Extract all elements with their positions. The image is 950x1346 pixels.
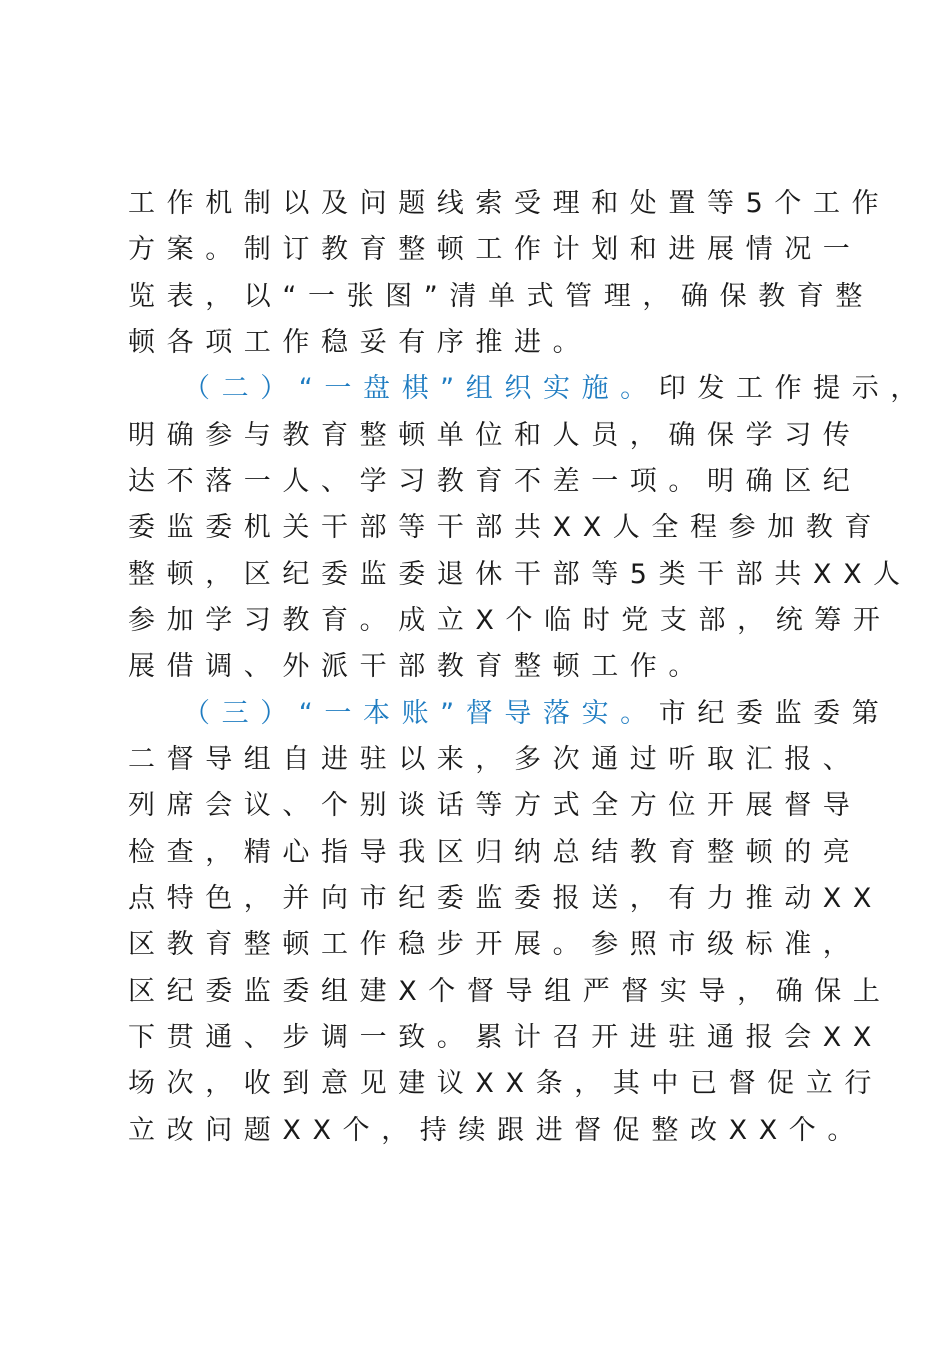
body-line: 明确参与教育整顿单位和人员，确保学习传 — [128, 420, 862, 451]
body-line: 区教育整顿工作稳步开展。参照市级标准， — [128, 929, 862, 960]
section-2-heading: （二）“一盘棋”组织实施。 — [183, 373, 659, 404]
body-line: 委监委机关干部等干部共XX人全程参加教育 — [128, 512, 883, 543]
body-line: 览表，以“一张图”清单式管理，确保教育整 — [128, 281, 874, 312]
body-line: 场次，收到意见建议XX条，其中已督促立行 — [128, 1068, 883, 1099]
section-3-heading: （三）“一本账”督导落实。 — [183, 698, 659, 729]
body-line: 参加学习教育。成立X个临时党支部，统筹开 — [128, 605, 892, 636]
body-line: 下贯通、步调一致。累计召开进驻通报会XX — [128, 1022, 883, 1053]
body-line: 检查，精心指导我区归纳总结教育整顿的亮 — [128, 837, 862, 868]
body-line: 列席会议、个别谈话等方式全方位开展督导 — [128, 790, 862, 821]
body-line: 展借调、外派干部教育整顿工作。 — [128, 651, 707, 682]
body-line: 点特色，并向市纪委监委报送，有力推动XX — [128, 883, 883, 914]
body-line: 立改问题XX个，持续跟进督促整改XX个。 — [128, 1115, 866, 1146]
body-line: 工作机制以及问题线索受理和处置等5个工作 — [128, 188, 891, 219]
body-line: 方案。制订教育整顿工作计划和进展情况一 — [128, 234, 862, 265]
section-2-text: 印发工作提示， — [658, 373, 929, 404]
body-line: 顿各项工作稳妥有序推进。 — [128, 327, 592, 358]
section-3-text: 市纪委监委第 — [658, 698, 891, 729]
body-line: 二督导组自进驻以来，多次通过听取汇报、 — [128, 744, 862, 775]
section-3-first-line — [183, 694, 891, 734]
body-line: 达不落一人、学习教育不差一项。明确区纪 — [128, 466, 862, 497]
body-line: 整顿，区纪委监委退休干部等5类干部共XX人 — [128, 559, 912, 590]
body-line: 区纪委监委组建X个督导组严督实导，确保上 — [128, 976, 892, 1007]
section-2-first-line — [183, 369, 929, 409]
